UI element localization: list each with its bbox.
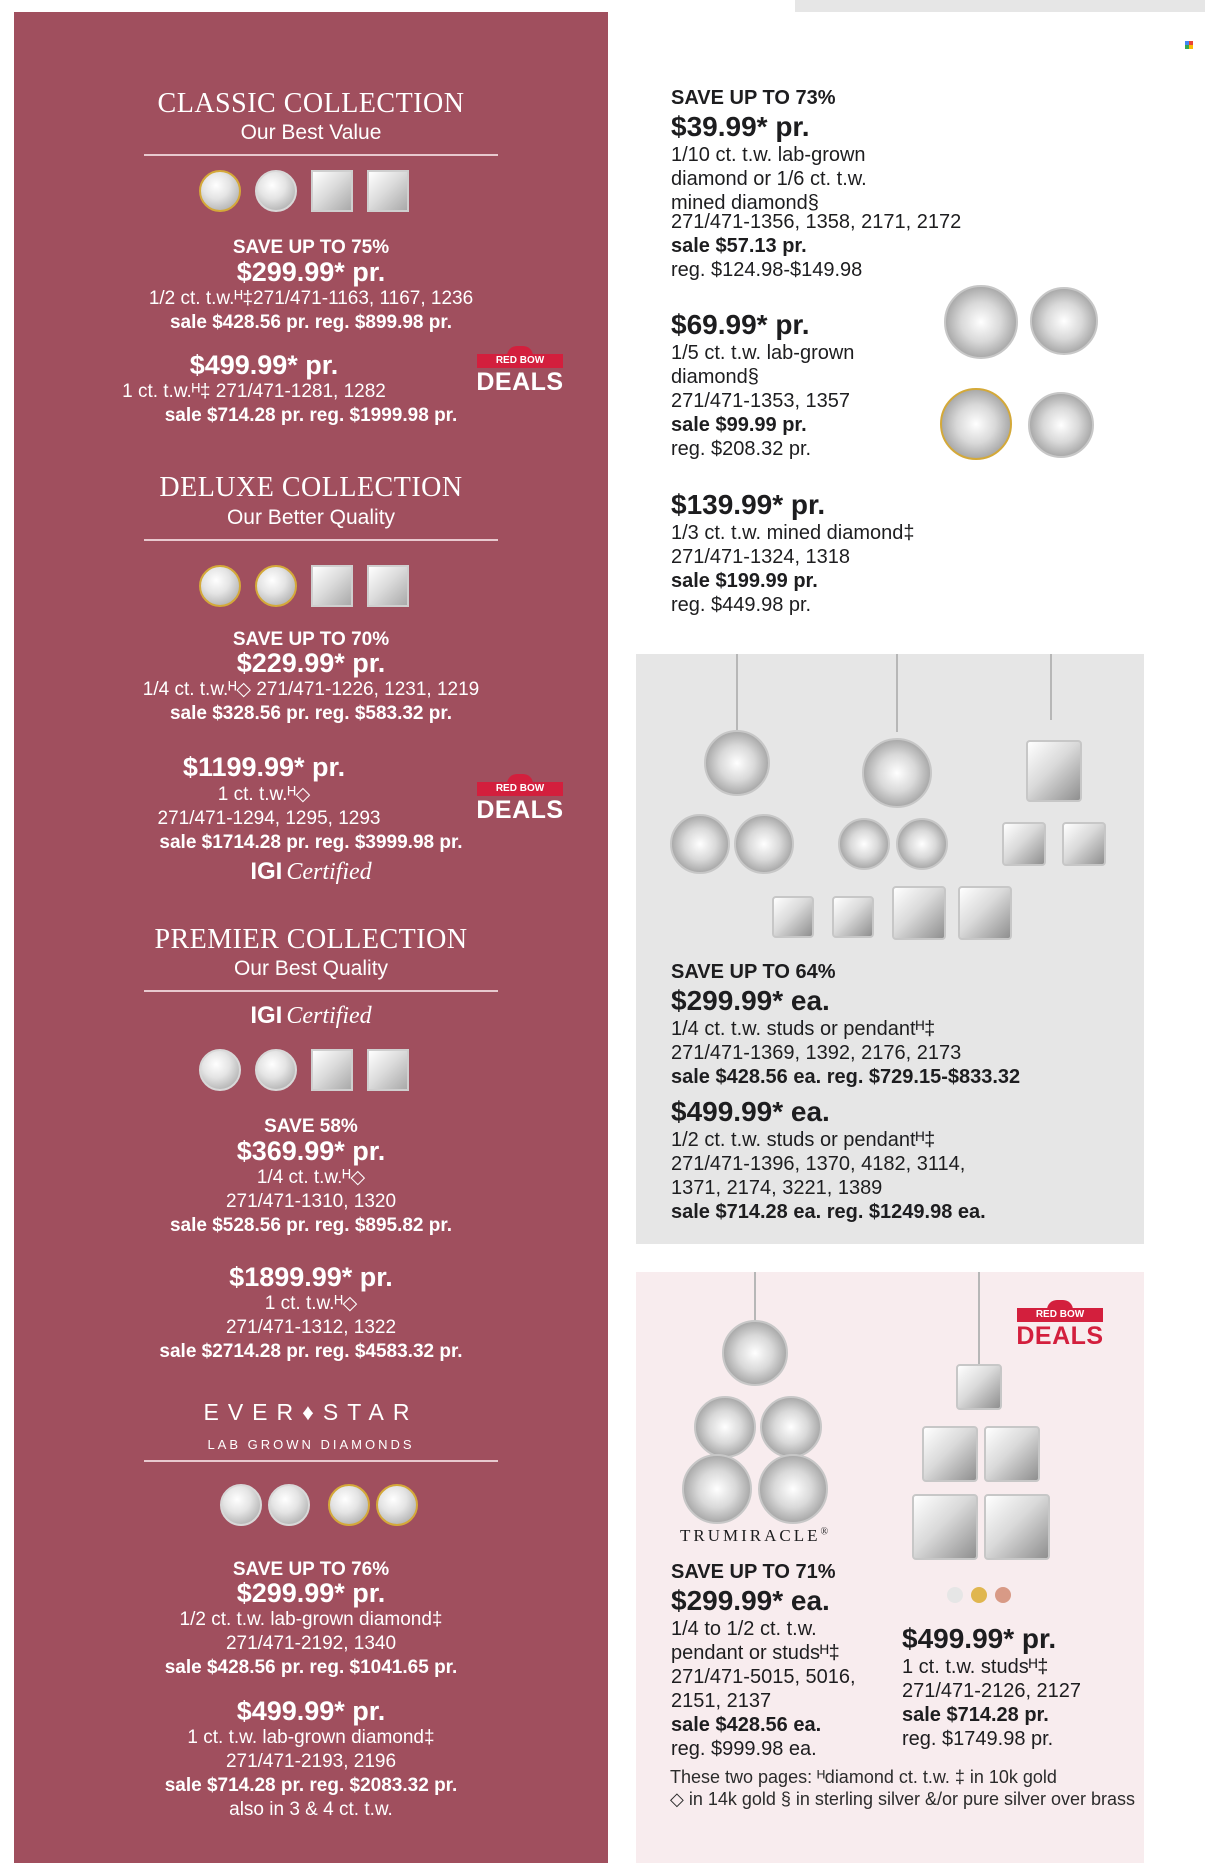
gray-p2-l4: sale $714.28 ea. reg. $1249.98 ea. (671, 1201, 986, 1223)
cushion-stud-icon (958, 886, 1012, 940)
halo-stud-icon (896, 818, 948, 870)
classic-divider (144, 154, 498, 156)
deluxe-divider (144, 539, 498, 541)
everstar-desc-2: 1 ct. t.w. lab-grown diamond‡ (187, 1727, 435, 1748)
premier-diamonds (199, 1049, 409, 1091)
round-diamond-icon (199, 170, 241, 212)
halo-stud-icon (670, 814, 730, 874)
everstar-diamonds (220, 1484, 418, 1526)
princess-stud-icon (772, 896, 814, 938)
chain-icon (1050, 654, 1052, 720)
round-diamond-icon (255, 1049, 297, 1091)
stud-earring-icon (220, 1484, 262, 1526)
halo-stud-icon (838, 818, 890, 870)
deluxe-desc-2: 1 ct. t.w.ᴴ◇ (217, 784, 311, 805)
cushion-stud-icon (892, 886, 946, 940)
red-bow-deals-badge (472, 346, 568, 406)
right-offer1-sale: sale $57.13 pr. (671, 235, 807, 257)
princess-stud-icon (984, 1494, 1050, 1560)
classic-desc-2: 1 ct. t.w.ᴴ‡ 271/471-1281, 1282 (122, 381, 386, 402)
red-bow-deals-badge (472, 774, 568, 834)
round-diamond-icon (255, 565, 297, 607)
classic-price-2: $499.99* pr. (189, 350, 339, 380)
trumiracle-pendant-icon (722, 1320, 788, 1386)
classic-sale-reg-2: sale $714.28 pr. reg. $1999.98 pr. (164, 405, 458, 426)
princess-diamond-icon (367, 170, 409, 212)
classic-price-1: $299.99* pr. (236, 257, 386, 287)
right-top-offer-1 (671, 86, 971, 215)
cushion-stud-icon (1002, 822, 1046, 866)
gray-offer (671, 960, 1141, 1224)
metal-color-swatches (947, 1587, 1011, 1603)
cushion-stud-icon (1062, 822, 1106, 866)
trumiracle-stud-icon (760, 1396, 822, 1458)
premier-sku-2: 271/471-1312, 1322 (225, 1317, 397, 1338)
red-bow-deals-badge (1012, 1300, 1108, 1360)
classic-title: CLASSIC COLLECTION (157, 88, 465, 119)
right-offer1-l1: 1/10 ct. t.w. lab-grown (671, 144, 866, 166)
trumiracle-right-sale: sale $714.28 pr. (902, 1704, 1049, 1726)
chain-icon (736, 654, 738, 732)
everstar-tagline: LAB GROWN DIAMONDS (207, 1437, 415, 1452)
deluxe-price-1: $229.99* pr. (236, 648, 386, 678)
princess-stud-icon (984, 1426, 1040, 1482)
deals-label: DEALS (476, 368, 564, 396)
round-diamond-icon (199, 1049, 241, 1091)
everstar-desc-1: 1/2 ct. t.w. lab-grown diamond‡ (179, 1609, 443, 1630)
diamond-logo-icon: ♦ (302, 1399, 323, 1425)
everstar-price-2: $499.99* pr. (236, 1696, 386, 1726)
trumiracle-offer-right (902, 1622, 1142, 1751)
premier-igi-certified: IGI Certified (250, 1002, 372, 1029)
premier-sku-1: 271/471-1310, 1320 (225, 1191, 397, 1212)
right-offer2-l2: diamond§ (671, 366, 759, 388)
deluxe-sale-reg-2: sale $1714.28 pr. reg. $3999.98 pr. (159, 832, 463, 853)
trumiracle-save: SAVE UP TO 71% (671, 1561, 836, 1583)
trumiracle-right-l2: 271/471-2126, 2127 (902, 1680, 1082, 1702)
right-offer2-l3: 271/471-1353, 1357 (671, 390, 851, 412)
gray-p2-l3: 1371, 2174, 3221, 1389 (671, 1177, 883, 1199)
princess-stud-icon (912, 1494, 978, 1560)
right-top-offer-2 (671, 308, 921, 461)
bow-icon: RED BOW (1017, 1300, 1103, 1322)
everstar-sale-reg-2: sale $714.28 pr. reg. $2083.32 pr. (164, 1775, 458, 1796)
right-offer3-price: $139.99* pr. (671, 489, 826, 520)
princess-pendant-icon (956, 1364, 1002, 1410)
deluxe-sku-2: 271/471-1294, 1295, 1293 (157, 808, 381, 829)
gray-price-2: $499.99* ea. (671, 1096, 830, 1127)
princess-diamond-icon (311, 170, 353, 212)
halo-pendant-icon (704, 730, 770, 796)
gray-p1-l1: 1/4 ct. t.w. studs or pendantᴴ‡ (671, 1018, 936, 1040)
round-diamond-icon (255, 170, 297, 212)
everstar-sale-reg-1: sale $428.56 pr. reg. $1041.65 pr. (164, 1657, 458, 1678)
trumiracle-left-l2: pendant or studsᴴ‡ (671, 1642, 840, 1664)
premier-desc-1: 1/4 ct. t.w.ᴴ◇ (256, 1167, 366, 1188)
classic-diamonds (199, 170, 409, 212)
trumiracle-price-left: $299.99* ea. (671, 1585, 830, 1616)
trumiracle-logo: TRUMIRACLE® (680, 1526, 829, 1545)
stud-earring-icon (1030, 287, 1098, 355)
right-offer2-l1: 1/5 ct. t.w. lab-grown (671, 342, 855, 364)
deals-label: DEALS (1016, 1322, 1104, 1350)
yellow-gold-swatch (971, 1587, 987, 1603)
classic-sale-reg-1: sale $428.56 pr. reg. $899.98 pr. (169, 312, 453, 333)
right-offer3-l2: 271/471-1324, 1318 (671, 546, 851, 568)
premier-subtitle: Our Best Quality (233, 957, 389, 980)
classic-subtitle: Our Best Value (240, 121, 382, 144)
deluxe-title: DELUXE COLLECTION (159, 472, 463, 503)
trumiracle-stud-icon (694, 1396, 756, 1458)
halo-pendant-icon (862, 738, 932, 808)
left-panel (14, 12, 608, 1863)
gray-p1-l2: 271/471-1369, 1392, 2176, 2173 (671, 1042, 962, 1064)
right-offer1-save: SAVE UP TO 73% (671, 87, 836, 109)
trumiracle-offer-left (671, 1560, 901, 1761)
chain-icon (896, 654, 898, 732)
premier-title: PREMIER COLLECTION (154, 924, 468, 955)
round-diamond-icon (199, 565, 241, 607)
right-offer1-reg: reg. $124.98-$149.98 (671, 259, 863, 281)
footnote-line-1: These two pages: ᴴdiamond ct. t.w. ‡ in 10k gold (670, 1767, 1057, 1787)
princess-diamond-icon (311, 1049, 353, 1091)
premier-sale-reg-1: sale $528.56 pr. reg. $895.82 pr. (169, 1215, 453, 1236)
right-offer2-price: $69.99* pr. (671, 309, 810, 340)
deals-label: DEALS (476, 796, 564, 824)
logo-dot-icon (1185, 36, 1193, 44)
premier-sale-reg-2: sale $2714.28 pr. reg. $4583.32 pr. (159, 1341, 463, 1362)
gray-p1-l3: sale $428.56 ea. reg. $729.15-$833.32 (671, 1066, 1021, 1088)
bow-icon: RED BOW (477, 346, 563, 368)
igi-logo-icon: IGI (250, 1002, 283, 1029)
right-offer1-price: $39.99* pr. (671, 111, 810, 142)
cushion-pendant-icon (1026, 740, 1082, 802)
premier-save: SAVE 58% (264, 1116, 358, 1137)
princess-diamond-icon (367, 565, 409, 607)
princess-stud-icon (832, 896, 874, 938)
everstar-note: also in 3 & 4 ct. t.w. (229, 1799, 393, 1820)
trumiracle-left-l4: 2151, 2137 (671, 1690, 772, 1712)
deluxe-save: SAVE UP TO 70% (232, 629, 390, 650)
right-top-offer-1b (671, 210, 1011, 282)
right-offer1-l2: diamond or 1/6 ct. t.w. (671, 168, 867, 190)
bow-icon: RED BOW (477, 774, 563, 796)
everstar-sku-2: 271/471-2193, 2196 (225, 1751, 397, 1772)
princess-diamond-icon (367, 1049, 409, 1091)
gray-save: SAVE UP TO 64% (671, 961, 836, 983)
trumiracle-stud-icon (758, 1454, 828, 1524)
igi-logo-icon: IGI (250, 858, 283, 885)
everstar-divider (144, 1460, 498, 1462)
trumiracle-left-l1: 1/4 to 1/2 ct. t.w. (671, 1618, 817, 1640)
deluxe-diamonds (199, 565, 409, 607)
deluxe-igi-certified: IGI Certified (250, 858, 372, 885)
right-offer3-sale: sale $199.99 pr. (671, 570, 818, 592)
deluxe-subtitle: Our Better Quality (226, 506, 396, 529)
chain-icon (978, 1272, 980, 1372)
rose-gold-swatch (995, 1587, 1011, 1603)
white-gold-swatch (947, 1587, 963, 1603)
footnote-line-2: ◇ in 14k gold § in sterling silver &/or pure silver over brass (670, 1789, 1136, 1809)
premier-price-1: $369.99* pr. (236, 1136, 386, 1166)
right-offer3-l1: 1/3 ct. t.w. mined diamond‡ (671, 522, 915, 544)
right-top-offer-3 (671, 488, 1001, 617)
stud-earring-icon (1028, 392, 1094, 458)
trumiracle-left-reg: reg. $999.98 ea. (671, 1738, 817, 1760)
right-offer1-l3: mined diamond§ (671, 192, 819, 214)
everstar-save: SAVE UP TO 76% (232, 1559, 390, 1580)
deluxe-desc-1: 1/4 ct. t.w.ᴴ◇ 271/471-1226, 1231, 1219 (142, 679, 480, 700)
deluxe-sale-reg-1: sale $328.56 pr. reg. $583.32 pr. (169, 703, 453, 724)
trumiracle-price-right: $499.99* pr. (902, 1623, 1057, 1654)
deluxe-price-2: $1199.99* pr. (182, 752, 346, 782)
stud-earring-icon (376, 1484, 418, 1526)
trumiracle-right-l1: 1 ct. t.w. studsᴴ‡ (902, 1656, 1049, 1678)
gray-price-1: $299.99* ea. (671, 985, 830, 1016)
premier-price-2: $1899.99* pr. (229, 1262, 393, 1292)
trumiracle-stud-icon (682, 1454, 752, 1524)
right-offer3-reg: reg. $449.98 pr. (671, 594, 812, 616)
gray-p2-l1: 1/2 ct. t.w. studs or pendantᴴ‡ (671, 1129, 936, 1151)
everstar-price-1: $299.99* pr. (236, 1578, 386, 1608)
classic-save: SAVE UP TO 75% (232, 237, 390, 258)
trumiracle-right-reg: reg. $1749.98 pr. (902, 1728, 1054, 1750)
stud-earring-icon (940, 388, 1012, 460)
classic-desc-1: 1/2 ct. t.w.ᴴ‡271/471-1163, 1167, 1236 (148, 288, 474, 309)
gray-p2-l2: 271/471-1396, 1370, 4182, 3114, (671, 1153, 966, 1175)
right-offer2-reg: reg. $208.32 pr. (671, 438, 812, 460)
stud-earring-icon (268, 1484, 310, 1526)
stud-earring-icon (328, 1484, 370, 1526)
trumiracle-left-sale: sale $428.56 ea. (671, 1714, 822, 1736)
stud-earring-icon (944, 285, 1018, 359)
trumiracle-left-l3: 271/471-5015, 5016, (671, 1666, 856, 1688)
everstar-logo: EVER♦STAR (203, 1399, 419, 1425)
princess-diamond-icon (311, 565, 353, 607)
right-offer2-sale: sale $99.99 pr. (671, 414, 807, 436)
halo-stud-icon (734, 814, 794, 874)
top-bar (795, 0, 1205, 12)
premier-desc-2: 1 ct. t.w.ᴴ◇ (264, 1293, 358, 1314)
princess-stud-icon (922, 1426, 978, 1482)
premier-divider (144, 990, 498, 992)
everstar-sku-1: 271/471-2192, 1340 (225, 1633, 397, 1654)
right-offer1-l4: 271/471-1356, 1358, 2171, 2172 (671, 211, 962, 233)
